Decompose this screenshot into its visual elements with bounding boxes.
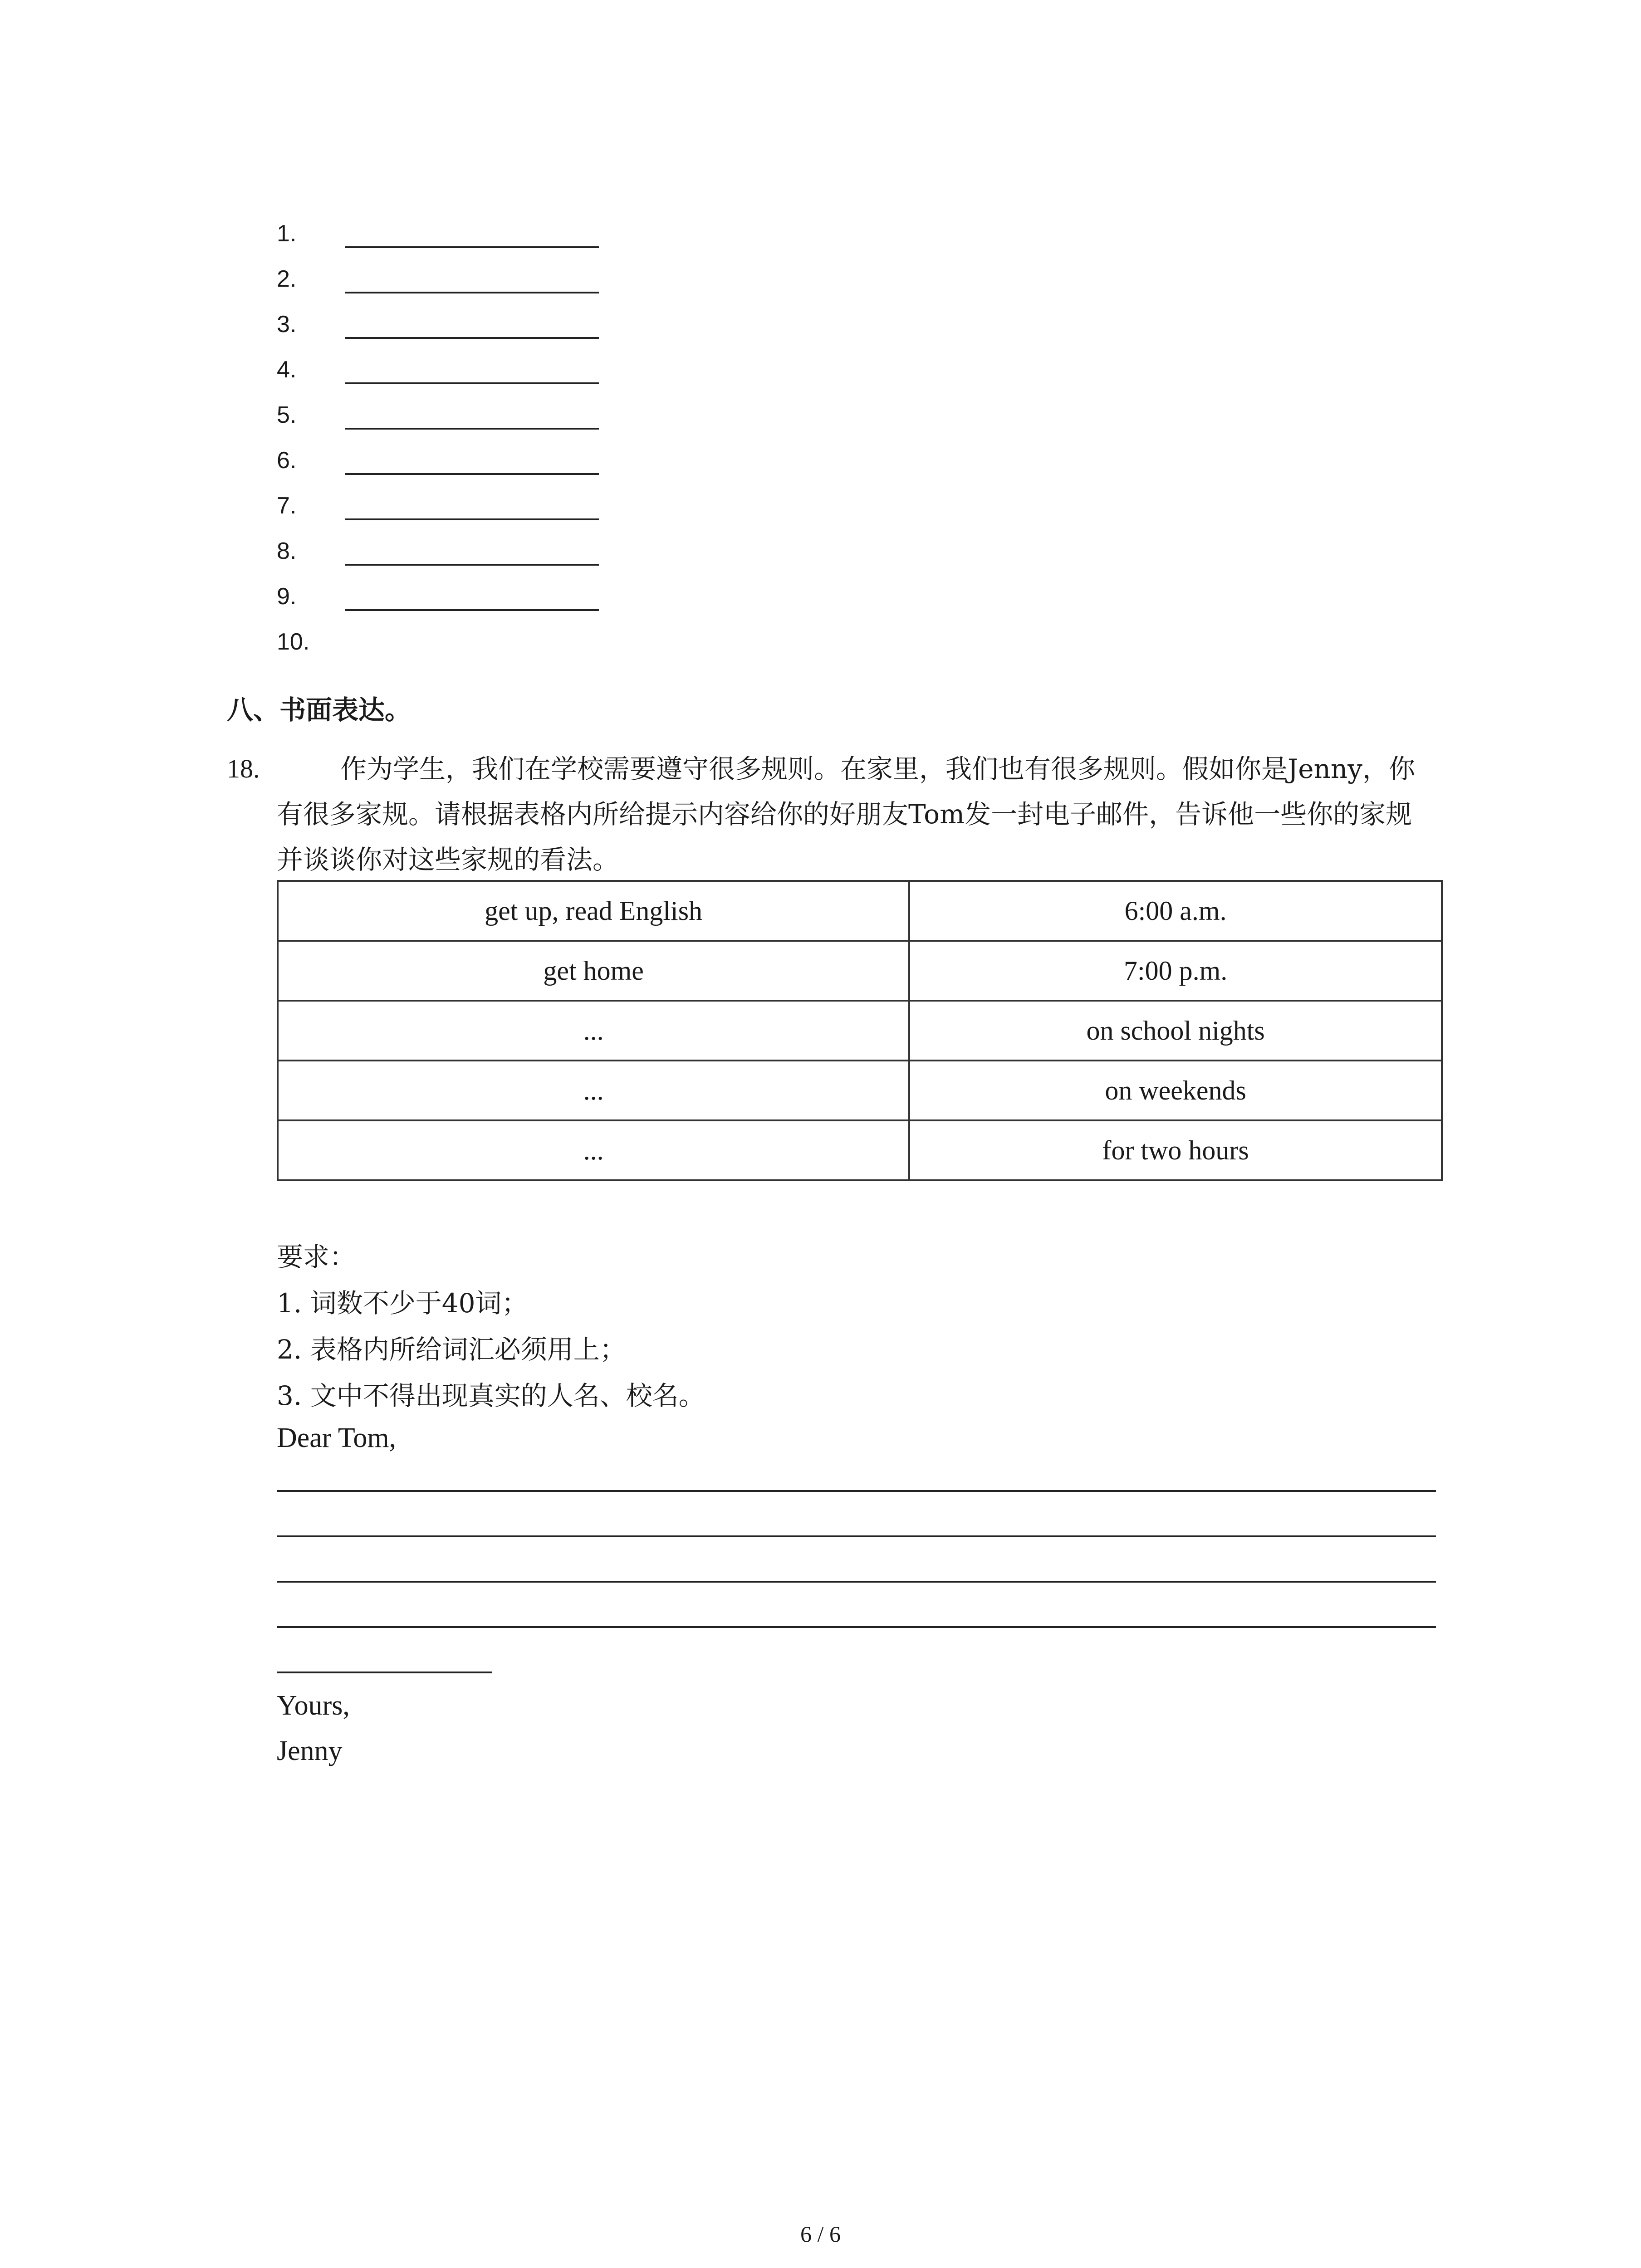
- table-row: [278, 1001, 1442, 1061]
- table-cell-activity: ...: [278, 1120, 909, 1180]
- table-cell-time: 6:00 a.m.: [909, 881, 1442, 941]
- requirements-title: 要求：: [277, 1242, 356, 1272]
- table-cell-time: for two hours: [909, 1120, 1442, 1180]
- blank-number: 10.: [277, 629, 310, 655]
- requirements: [277, 1234, 1438, 1419]
- blank-number: 7.: [277, 493, 297, 519]
- table-cell-time: on school nights: [909, 1001, 1442, 1061]
- blank-number: 4.: [277, 357, 297, 383]
- blank-line[interactable]: [345, 246, 599, 248]
- blank-number: 1.: [277, 220, 297, 247]
- letter-signature: Jenny: [277, 1735, 343, 1766]
- blank-number: 6.: [277, 447, 297, 474]
- blank-line[interactable]: [345, 609, 599, 611]
- blank-number: 2.: [277, 266, 297, 292]
- answer-blank-10[interactable]: [277, 628, 622, 674]
- requirement-item: 1. 词数不少于40词；: [277, 1288, 528, 1319]
- blank-line[interactable]: [345, 473, 599, 475]
- table-row: [278, 881, 1442, 941]
- table-cell-activity: ...: [278, 1001, 909, 1061]
- answer-blank-9[interactable]: [277, 583, 622, 628]
- writing-line[interactable]: [277, 1581, 1436, 1583]
- answer-blank-3[interactable]: [277, 311, 622, 356]
- question-text: 作为学生，我们在学校需要遵守很多规则。在家里，我们也有很多规则。假如你是Jenny，你有很多家规。请根据表格内所给提示内容给你的好朋友Tom发一封电子邮件，告诉他一些你的家规并谈谈你对这些家规的看法。: [277, 753, 1416, 875]
- answer-blank-8[interactable]: [277, 538, 622, 583]
- blank-number: 5.: [277, 402, 297, 428]
- requirement-item: 3. 文中不得出现真实的人名、校名。: [277, 1380, 705, 1411]
- answer-blank-4[interactable]: [277, 356, 622, 401]
- page-number: 6 / 6: [800, 2221, 841, 2247]
- blank-line[interactable]: [345, 382, 599, 384]
- table-cell-time: 7:00 p.m.: [909, 941, 1442, 1001]
- blank-number: 8.: [277, 538, 297, 564]
- answer-blank-7[interactable]: [277, 492, 622, 538]
- answer-blank-6[interactable]: [277, 447, 622, 492]
- table-row: [278, 1120, 1442, 1180]
- blank-line[interactable]: [345, 292, 599, 293]
- letter-closing: Yours,: [277, 1690, 350, 1721]
- table-cell-time: on weekends: [909, 1061, 1442, 1120]
- table-row: [278, 941, 1442, 1001]
- blank-line[interactable]: [345, 564, 599, 566]
- blank-line[interactable]: [345, 337, 599, 339]
- blank-line[interactable]: [345, 428, 599, 430]
- letter-greeting: Dear Tom,: [277, 1422, 397, 1453]
- writing-line-short[interactable]: [277, 1672, 492, 1673]
- writing-line[interactable]: [277, 1626, 1436, 1628]
- blank-number: 9.: [277, 583, 297, 610]
- table-cell-activity: get home: [278, 941, 909, 1001]
- table-cell-activity: ...: [278, 1061, 909, 1120]
- answer-blank-5[interactable]: [277, 401, 622, 447]
- section-heading: 八、书面表达。: [227, 694, 411, 725]
- requirement-item: 2. 表格内所给词汇必须用上；: [277, 1334, 626, 1365]
- table-cell-activity: get up, read English: [278, 881, 909, 941]
- writing-line[interactable]: [277, 1535, 1436, 1537]
- blank-number: 3.: [277, 311, 297, 337]
- question-number: 18.: [227, 754, 260, 783]
- prompt-table: [277, 880, 1443, 1181]
- writing-line[interactable]: [277, 1490, 1436, 1492]
- table-row: [278, 1061, 1442, 1120]
- answer-blank-2[interactable]: [277, 265, 622, 311]
- blank-line[interactable]: [345, 518, 599, 520]
- answer-blank-1[interactable]: [277, 220, 622, 265]
